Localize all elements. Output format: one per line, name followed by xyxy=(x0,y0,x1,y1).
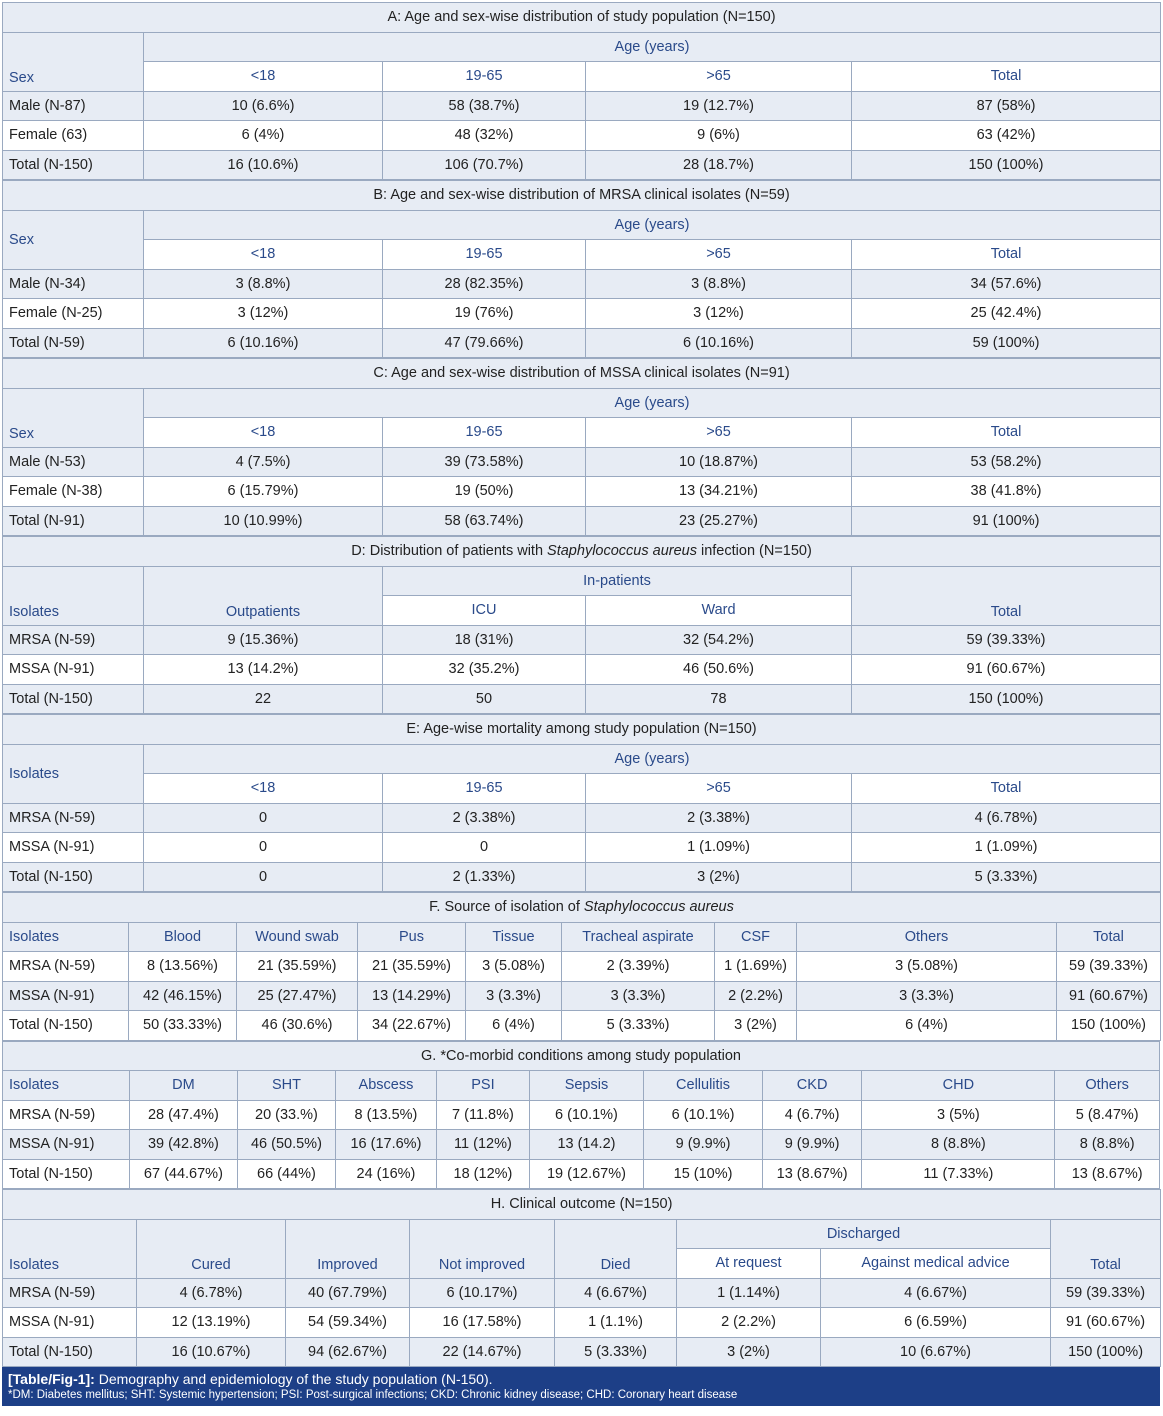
table-cell: 10 (6.67%) xyxy=(821,1337,1051,1367)
table-cell: 3 (12%) xyxy=(144,299,383,329)
table-cell: 6 (10.1%) xyxy=(644,1100,763,1130)
group-header: Discharged xyxy=(677,1219,1051,1249)
column-header: Sex xyxy=(3,210,144,269)
table-row xyxy=(3,1278,1161,1308)
table-cell: 91 (60.67%) xyxy=(1057,981,1161,1011)
row-label: Male (N-53) xyxy=(3,447,144,477)
table-cell: 12 (13.19%) xyxy=(137,1308,286,1338)
column-header: 19-65 xyxy=(383,62,586,92)
table-cell: 1 (1.69%) xyxy=(715,952,797,982)
table-cell: 47 (79.66%) xyxy=(383,328,586,358)
table-figure xyxy=(2,2,1160,1406)
column-header: Improved xyxy=(286,1219,410,1278)
column-header: Isolates xyxy=(3,744,144,803)
table-caption xyxy=(2,1367,1160,1406)
table-cell: 10 (6.6%) xyxy=(144,91,383,121)
table-row xyxy=(3,447,1161,477)
column-header: DM xyxy=(129,1071,238,1101)
column-header: 19-65 xyxy=(383,240,586,270)
table-cell: 59 (100%) xyxy=(852,328,1161,358)
table-cell: 9 (9.9%) xyxy=(644,1130,763,1160)
table-row xyxy=(3,625,1161,655)
table-cell: 15 (10%) xyxy=(644,1159,763,1189)
column-header: CSF xyxy=(715,922,797,952)
table-cell: 16 (10.67%) xyxy=(137,1337,286,1367)
row-label: MRSA (N-59) xyxy=(3,1100,130,1130)
table-cell: 38 (41.8%) xyxy=(852,477,1161,507)
table-cell: 19 (76%) xyxy=(383,299,586,329)
column-header: CHD xyxy=(862,1071,1055,1101)
table-cell: 3 (3.3%) xyxy=(466,981,562,1011)
column-header: Blood xyxy=(129,922,237,952)
table-row xyxy=(3,981,1161,1011)
table-cell: 32 (54.2%) xyxy=(586,625,852,655)
column-header: PSI xyxy=(437,1071,529,1101)
column-header: Wound swab xyxy=(237,922,358,952)
table-cell: 6 (10.16%) xyxy=(586,328,852,358)
table-cell: 54 (59.34%) xyxy=(286,1308,410,1338)
table-cell: 13 (14.29%) xyxy=(358,981,466,1011)
table-cell: 25 (27.47%) xyxy=(237,981,358,1011)
table-cell: 6 (10.1%) xyxy=(529,1100,644,1130)
row-label: Total (N-150) xyxy=(3,684,144,714)
column-header: Total xyxy=(852,418,1161,448)
table-cell: 91 (60.67%) xyxy=(852,655,1161,685)
group-header: In-patients xyxy=(383,566,852,596)
row-label: MSSA (N-91) xyxy=(3,1130,130,1160)
table-cell: 9 (15.36%) xyxy=(144,625,383,655)
table-cell: 10 (18.87%) xyxy=(586,447,852,477)
table-cell: 150 (100%) xyxy=(1051,1337,1161,1367)
row-label: Total (N-59) xyxy=(3,328,144,358)
table-row xyxy=(3,328,1161,358)
table-cell: 2 (2.2%) xyxy=(677,1308,821,1338)
row-label: Total (N-150) xyxy=(3,1011,129,1041)
row-label: Female (N-38) xyxy=(3,477,144,507)
section-b-table xyxy=(2,180,1161,358)
table-cell: 46 (30.6%) xyxy=(237,1011,358,1041)
column-header: 19-65 xyxy=(383,418,586,448)
table-cell: 28 (47.4%) xyxy=(129,1100,238,1130)
group-header: Age (years) xyxy=(144,388,1161,418)
group-header: Age (years) xyxy=(144,32,1161,62)
column-header: Isolates xyxy=(3,566,144,625)
column-header: Others xyxy=(1055,1071,1160,1101)
section-title: C: Age and sex-wise distribution of MSSA clinical isolates (N=91) xyxy=(3,359,1161,389)
row-label: MSSA (N-91) xyxy=(3,981,129,1011)
table-row xyxy=(3,269,1161,299)
section-title: H. Clinical outcome (N=150) xyxy=(3,1190,1161,1220)
row-label: Total (N-150) xyxy=(3,1337,137,1367)
row-label: Total (N-150) xyxy=(3,150,144,180)
section-title: F. Source of isolation of Staphylococcus aureus xyxy=(3,893,1161,923)
column-header: 19-65 xyxy=(383,774,586,804)
section-c-table xyxy=(2,358,1161,536)
table-cell: 1 (1.09%) xyxy=(852,833,1161,863)
column-header: >65 xyxy=(586,774,852,804)
table-row xyxy=(3,833,1161,863)
table-cell: 150 (100%) xyxy=(852,150,1161,180)
table-row xyxy=(3,121,1161,151)
table-cell: 22 xyxy=(144,684,383,714)
table-cell: 58 (63.74%) xyxy=(383,506,586,536)
column-header: Total xyxy=(852,774,1161,804)
table-cell: 50 (33.33%) xyxy=(129,1011,237,1041)
section-title: A: Age and sex-wise distribution of study population (N=150) xyxy=(3,3,1161,33)
table-cell: 91 (60.67%) xyxy=(1051,1308,1161,1338)
table-cell: 8 (8.8%) xyxy=(1055,1130,1160,1160)
table-cell: 6 (4%) xyxy=(144,121,383,151)
table-cell: 0 xyxy=(144,833,383,863)
table-cell: 34 (57.6%) xyxy=(852,269,1161,299)
table-cell: 3 (8.8%) xyxy=(586,269,852,299)
table-cell: 20 (33.%) xyxy=(238,1100,336,1130)
table-row xyxy=(3,1159,1160,1189)
table-row xyxy=(3,952,1161,982)
table-cell: 11 (12%) xyxy=(437,1130,529,1160)
table-cell: 24 (16%) xyxy=(335,1159,437,1189)
table-cell: 63 (42%) xyxy=(852,121,1161,151)
column-header: ICU xyxy=(383,596,586,626)
table-cell: 19 (12.7%) xyxy=(586,91,852,121)
row-label: Female (63) xyxy=(3,121,144,151)
table-cell: 10 (10.99%) xyxy=(144,506,383,536)
column-header: Cellulitis xyxy=(644,1071,763,1101)
column-header: >65 xyxy=(586,418,852,448)
column-header: At request xyxy=(677,1249,821,1279)
column-header: SHT xyxy=(238,1071,336,1101)
section-a-table xyxy=(2,2,1161,180)
table-cell: 7 (11.8%) xyxy=(437,1100,529,1130)
table-cell: 18 (12%) xyxy=(437,1159,529,1189)
table-cell: 5 (8.47%) xyxy=(1055,1100,1160,1130)
table-cell: 4 (6.78%) xyxy=(852,803,1161,833)
table-cell: 13 (14.2%) xyxy=(144,655,383,685)
column-header: >65 xyxy=(586,62,852,92)
table-cell: 21 (35.59%) xyxy=(237,952,358,982)
table-cell: 3 (5%) xyxy=(862,1100,1055,1130)
table-row xyxy=(3,506,1161,536)
section-d-table xyxy=(2,536,1161,714)
table-cell: 3 (2%) xyxy=(586,862,852,892)
table-row xyxy=(3,1100,1160,1130)
table-cell: 67 (44.67%) xyxy=(129,1159,238,1189)
column-header: Died xyxy=(555,1219,677,1278)
table-cell: 40 (67.79%) xyxy=(286,1278,410,1308)
column-header: <18 xyxy=(144,62,383,92)
column-header: Tracheal aspirate xyxy=(562,922,715,952)
table-row xyxy=(3,1337,1161,1367)
table-cell: 19 (12.67%) xyxy=(529,1159,644,1189)
section-f-table xyxy=(2,892,1161,1041)
table-cell: 150 (100%) xyxy=(1057,1011,1161,1041)
table-cell: 48 (32%) xyxy=(383,121,586,151)
table-cell: 18 (31%) xyxy=(383,625,586,655)
column-header: Others xyxy=(797,922,1057,952)
table-cell: 16 (17.6%) xyxy=(335,1130,437,1160)
table-cell: 4 (6.78%) xyxy=(137,1278,286,1308)
section-h-table xyxy=(2,1189,1161,1367)
table-cell: 39 (42.8%) xyxy=(129,1130,238,1160)
table-cell: 19 (50%) xyxy=(383,477,586,507)
table-cell: 2 (3.39%) xyxy=(562,952,715,982)
table-cell: 4 (6.67%) xyxy=(555,1278,677,1308)
table-row xyxy=(3,1130,1160,1160)
row-label: Total (N-150) xyxy=(3,862,144,892)
table-cell: 13 (8.67%) xyxy=(762,1159,862,1189)
table-cell: 42 (46.15%) xyxy=(129,981,237,1011)
column-header: <18 xyxy=(144,418,383,448)
column-header: Tissue xyxy=(466,922,562,952)
table-cell: 34 (22.67%) xyxy=(358,1011,466,1041)
column-header: Not improved xyxy=(410,1219,555,1278)
caption-label: [Table/Fig-1]: xyxy=(8,1371,95,1387)
table-cell: 32 (35.2%) xyxy=(383,655,586,685)
table-row xyxy=(3,862,1161,892)
table-cell: 6 (10.17%) xyxy=(410,1278,555,1308)
column-header: Sepsis xyxy=(529,1071,644,1101)
row-label: MSSA (N-91) xyxy=(3,833,144,863)
table-cell: 28 (82.35%) xyxy=(383,269,586,299)
column-header: Abscess xyxy=(335,1071,437,1101)
table-cell: 3 (2%) xyxy=(677,1337,821,1367)
column-header: Total xyxy=(1051,1219,1161,1278)
table-cell: 2 (1.33%) xyxy=(383,862,586,892)
section-g-table xyxy=(2,1041,1160,1190)
table-row xyxy=(3,150,1161,180)
row-label: MSSA (N-91) xyxy=(3,655,144,685)
row-label: MRSA (N-59) xyxy=(3,803,144,833)
column-header: Isolates xyxy=(3,1219,137,1278)
column-header: Cured xyxy=(137,1219,286,1278)
table-row xyxy=(3,91,1161,121)
row-label: Female (N-25) xyxy=(3,299,144,329)
table-cell: 16 (17.58%) xyxy=(410,1308,555,1338)
column-header: Total xyxy=(852,62,1161,92)
section-e-table xyxy=(2,714,1161,892)
column-header: Total xyxy=(852,240,1161,270)
table-cell: 59 (39.33%) xyxy=(852,625,1161,655)
table-cell: 5 (3.33%) xyxy=(562,1011,715,1041)
group-header: Age (years) xyxy=(144,210,1161,240)
row-label: MRSA (N-59) xyxy=(3,1278,137,1308)
table-cell: 0 xyxy=(144,803,383,833)
column-header: Sex xyxy=(3,388,144,447)
column-header: Outpatients xyxy=(144,566,383,625)
column-header: Against medical advice xyxy=(821,1249,1051,1279)
table-cell: 46 (50.5%) xyxy=(238,1130,336,1160)
table-cell: 8 (13.5%) xyxy=(335,1100,437,1130)
table-row xyxy=(3,477,1161,507)
table-cell: 66 (44%) xyxy=(238,1159,336,1189)
table-cell: 3 (5.08%) xyxy=(466,952,562,982)
row-label: Male (N-34) xyxy=(3,269,144,299)
row-label: Total (N-150) xyxy=(3,1159,130,1189)
column-header: Isolates xyxy=(3,922,129,952)
table-cell: 3 (12%) xyxy=(586,299,852,329)
table-cell: 22 (14.67%) xyxy=(410,1337,555,1367)
table-cell: 23 (25.27%) xyxy=(586,506,852,536)
table-cell: 6 (4%) xyxy=(797,1011,1057,1041)
column-header: Ward xyxy=(586,596,852,626)
table-cell: 25 (42.4%) xyxy=(852,299,1161,329)
table-cell: 8 (8.8%) xyxy=(862,1130,1055,1160)
table-cell: 3 (2%) xyxy=(715,1011,797,1041)
column-header: <18 xyxy=(144,240,383,270)
table-row xyxy=(3,1308,1161,1338)
table-cell: 87 (58%) xyxy=(852,91,1161,121)
table-cell: 5 (3.33%) xyxy=(852,862,1161,892)
column-header: <18 xyxy=(144,774,383,804)
section-title: D: Distribution of patients with Staphylococcus aureus infection (N=150) xyxy=(3,537,1161,567)
table-cell: 39 (73.58%) xyxy=(383,447,586,477)
row-label: Total (N-91) xyxy=(3,506,144,536)
table-cell: 2 (2.2%) xyxy=(715,981,797,1011)
row-label: MSSA (N-91) xyxy=(3,1308,137,1338)
column-header: Sex xyxy=(3,32,144,91)
table-cell: 1 (1.09%) xyxy=(586,833,852,863)
table-cell: 13 (8.67%) xyxy=(1055,1159,1160,1189)
table-cell: 50 xyxy=(383,684,586,714)
table-cell: 91 (100%) xyxy=(852,506,1161,536)
table-cell: 5 (3.33%) xyxy=(555,1337,677,1367)
column-header: CKD xyxy=(762,1071,862,1101)
table-cell: 6 (6.59%) xyxy=(821,1308,1051,1338)
table-cell: 2 (3.38%) xyxy=(586,803,852,833)
column-header: >65 xyxy=(586,240,852,270)
table-cell: 1 (1.14%) xyxy=(677,1278,821,1308)
table-cell: 13 (34.21%) xyxy=(586,477,852,507)
table-cell: 53 (58.2%) xyxy=(852,447,1161,477)
table-cell: 21 (35.59%) xyxy=(358,952,466,982)
table-row xyxy=(3,803,1161,833)
section-title: E: Age-wise mortality among study population (N=150) xyxy=(3,715,1161,745)
table-cell: 59 (39.33%) xyxy=(1051,1278,1161,1308)
table-cell: 1 (1.1%) xyxy=(555,1308,677,1338)
table-cell: 3 (3.3%) xyxy=(562,981,715,1011)
table-cell: 59 (39.33%) xyxy=(1057,952,1161,982)
table-cell: 3 (3.3%) xyxy=(797,981,1057,1011)
table-row xyxy=(3,655,1161,685)
table-cell: 6 (4%) xyxy=(466,1011,562,1041)
table-row xyxy=(3,1011,1161,1041)
caption-footnote: *DM: Diabetes mellitus; SHT: Systemic hypertension; PSI: Post-surgical infections; CKD: Chronic kidney disease; CHD: Coronary heart disease xyxy=(8,1389,738,1401)
table-cell: 150 (100%) xyxy=(852,684,1161,714)
table-cell: 94 (62.67%) xyxy=(286,1337,410,1367)
table-cell: 106 (70.7%) xyxy=(383,150,586,180)
group-header: Age (years) xyxy=(144,744,1161,774)
table-cell: 3 (5.08%) xyxy=(797,952,1057,982)
caption-text: Demography and epidemiology of the study population (N-150). xyxy=(94,1371,493,1387)
table-cell: 9 (9.9%) xyxy=(762,1130,862,1160)
column-header: Total xyxy=(852,566,1161,625)
table-cell: 9 (6%) xyxy=(586,121,852,151)
column-header: Isolates xyxy=(3,1071,130,1101)
table-cell: 46 (50.6%) xyxy=(586,655,852,685)
table-cell: 13 (14.2) xyxy=(529,1130,644,1160)
table-cell: 0 xyxy=(144,862,383,892)
table-cell: 8 (13.56%) xyxy=(129,952,237,982)
table-cell: 58 (38.7%) xyxy=(383,91,586,121)
row-label: MRSA (N-59) xyxy=(3,625,144,655)
table-cell: 4 (6.7%) xyxy=(762,1100,862,1130)
row-label: MRSA (N-59) xyxy=(3,952,129,982)
table-cell: 4 (6.67%) xyxy=(821,1278,1051,1308)
section-title: G. *Co-morbid conditions among study population xyxy=(3,1041,1160,1071)
table-cell: 28 (18.7%) xyxy=(586,150,852,180)
table-cell: 3 (8.8%) xyxy=(144,269,383,299)
table-cell: 78 xyxy=(586,684,852,714)
table-cell: 2 (3.38%) xyxy=(383,803,586,833)
table-cell: 4 (7.5%) xyxy=(144,447,383,477)
caption-line xyxy=(8,1371,1154,1387)
table-cell: 11 (7.33%) xyxy=(862,1159,1055,1189)
table-row xyxy=(3,299,1161,329)
row-label: Male (N-87) xyxy=(3,91,144,121)
table-cell: 6 (10.16%) xyxy=(144,328,383,358)
column-header: Total xyxy=(1057,922,1161,952)
table-cell: 0 xyxy=(383,833,586,863)
table-row xyxy=(3,684,1161,714)
column-header: Pus xyxy=(358,922,466,952)
section-title: B: Age and sex-wise distribution of MRSA clinical isolates (N=59) xyxy=(3,181,1161,211)
table-cell: 6 (15.79%) xyxy=(144,477,383,507)
table-cell: 16 (10.6%) xyxy=(144,150,383,180)
